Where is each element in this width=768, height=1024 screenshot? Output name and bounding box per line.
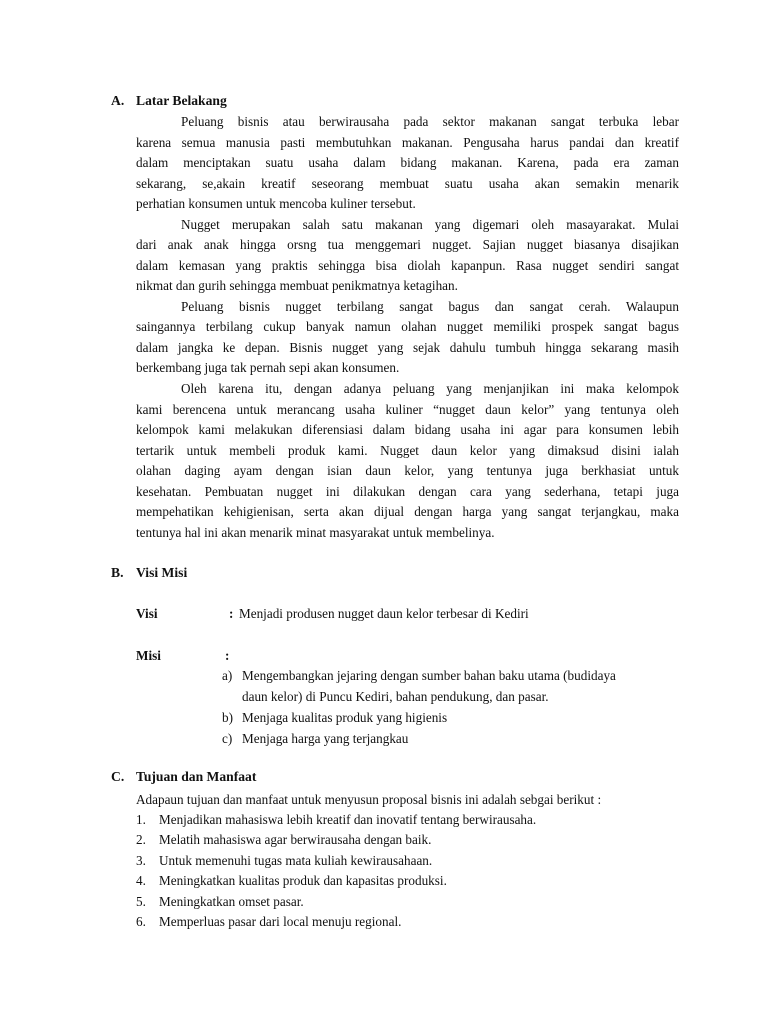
section-b-title: Visi Misi <box>136 565 188 580</box>
misi-item <box>222 666 682 706</box>
list-item <box>136 912 401 932</box>
misi-item <box>222 729 682 749</box>
paragraph-line: Oleh karena itu, dengan adanya peluang yang menjanjikan ini maka kelompok <box>181 381 679 396</box>
list-item-text: Meningkatkan kualitas produk dan kapasitas produksi. <box>159 873 447 888</box>
list-item-text: Menjadikan mahasiswa lebih kreatif dan inovatif tentang berwirausaha. <box>159 812 537 827</box>
list-item <box>136 830 431 850</box>
paragraph-line: berkembang juga tak pernah sepi akan konsumen. <box>136 360 400 375</box>
section-a-heading <box>111 93 227 109</box>
paragraph-line: tentunya hal ini akan menarik minat masyarakat untuk membelinya. <box>136 525 495 540</box>
section-b-heading <box>111 565 187 581</box>
list-item-text: Meningkatkan omset pasar. <box>159 894 304 909</box>
paragraph-line: dalam jangka ke depan. Bisnis nugget yang sejak dahulu tumbuh hingga sekarang masih <box>136 340 679 355</box>
misi-item-text: Menjaga kualitas produk yang higienis <box>242 710 448 725</box>
paragraph-line: karena semua manusia pasti membutuhkan makanan. Pengusaha harus pandai dan kreatif <box>136 135 679 150</box>
paragraph-line: dari anak anak hingga orsng tua menggemari nugget. Sajian nugget biasanya disajikan <box>136 237 679 252</box>
paragraph-line: kami berencena untuk merancang usaha kuliner “nugget daun kelor” yang tentunya oleh <box>136 402 679 417</box>
misi-colon: : <box>225 648 230 663</box>
list-item <box>136 871 447 891</box>
list-item-text: Melatih mahasiswa agar berwirausaha dengan baik. <box>159 832 432 847</box>
list-item <box>136 810 536 830</box>
list-item-text: Memperluas pasar dari local menuju regional. <box>159 914 402 929</box>
list-item-text: Untuk memenuhi tugas mata kuliah kewirausahaan. <box>159 853 433 868</box>
misi-item <box>222 708 682 728</box>
paragraph-line: perhatian konsumen untuk mencoba kuliner tersebut. <box>136 196 416 211</box>
paragraph-line: tertarik untuk membeli produk kami. Nugget daun kelor yang dimaksud disini ialah <box>136 443 679 458</box>
paragraph-line: dalam kemasan yang praktis sehingga bisa diolah kapanpun. Rasa nugget sendiri sangat <box>136 258 679 273</box>
paragraph-line: Nugget merupakan salah satu makanan yang digemari oleh masayarakat. Mulai <box>181 217 679 232</box>
section-c-intro: Adapaun tujuan dan manfaat untuk menyusun proposal bisnis ini adalah sebgai berikut : <box>136 792 602 807</box>
paragraph-line: saingannya terbilang cukup banyak namun olahan nugget memiliki prospek sangat bagus <box>136 319 679 334</box>
paragraph-line: sekarang, se,akain kreatif seseorang membuat suatu usaha akan semakin menarik <box>136 176 679 191</box>
section-c-heading <box>111 769 256 785</box>
misi-item-marker: b) <box>222 710 233 725</box>
visi-label: Visi <box>136 606 158 621</box>
section-a-letter: A. <box>111 93 125 108</box>
misi-item-marker: c) <box>222 731 233 746</box>
list-item-number: 3. <box>136 853 146 868</box>
misi-label: Misi <box>136 648 161 663</box>
misi-item-text: Menjaga harga yang terjangkau <box>242 731 409 746</box>
paragraph-line: olahan daging ayam dengan isian daun kelor, yang tentunya juga berkhasiat untuk <box>136 463 679 478</box>
paragraph-line: kelompok kami melakukan diferensiasi dalam bidang usaha ini agar para konsumen lebih <box>136 422 679 437</box>
paragraph-line: mempehatikan kehigienisan, serta akan dijual dengan harga yang sangat terjangkau, maka <box>136 504 679 519</box>
section-c-title: Tujuan dan Manfaat <box>136 769 257 784</box>
misi-item-text-continued: daun kelor) di Puncu Kediri, bahan pendukung, dan pasar. <box>242 689 549 704</box>
list-item-number: 1. <box>136 812 146 827</box>
paragraph-line: kesehatan. Pembuatan nugget ini dilakukan dengan cara yang sederhana, tetapi juga <box>136 484 679 499</box>
misi-item-marker: a) <box>222 668 233 683</box>
visi-colon: : <box>229 606 234 621</box>
paragraph-line: nikmat dan gurih sehingga membuat penikmatnya ketagihan. <box>136 278 458 293</box>
visi-text: Menjadi produsen nugget daun kelor terbesar di Kediri <box>239 606 529 621</box>
list-item-number: 6. <box>136 914 146 929</box>
section-b-letter: B. <box>111 565 124 580</box>
section-a-title: Latar Belakang <box>136 93 227 108</box>
misi-item-text: Mengembangkan jejaring dengan sumber bahan baku utama (budidaya <box>242 668 616 683</box>
list-item <box>136 851 432 871</box>
list-item-number: 2. <box>136 832 146 847</box>
list-item <box>136 892 304 912</box>
paragraph-line: Peluang bisnis nugget terbilang sangat bagus dan sangat cerah. Walaupun <box>181 299 679 314</box>
section-c-letter: C. <box>111 769 125 784</box>
list-item-number: 4. <box>136 873 146 888</box>
paragraph-line: Peluang bisnis atau berwirausaha pada sektor makanan sangat terbuka lebar <box>181 114 679 129</box>
list-item-number: 5. <box>136 894 146 909</box>
paragraph-line: dalam menciptakan suatu usaha dalam bidang makanan. Karena, pada era zaman <box>136 155 679 170</box>
